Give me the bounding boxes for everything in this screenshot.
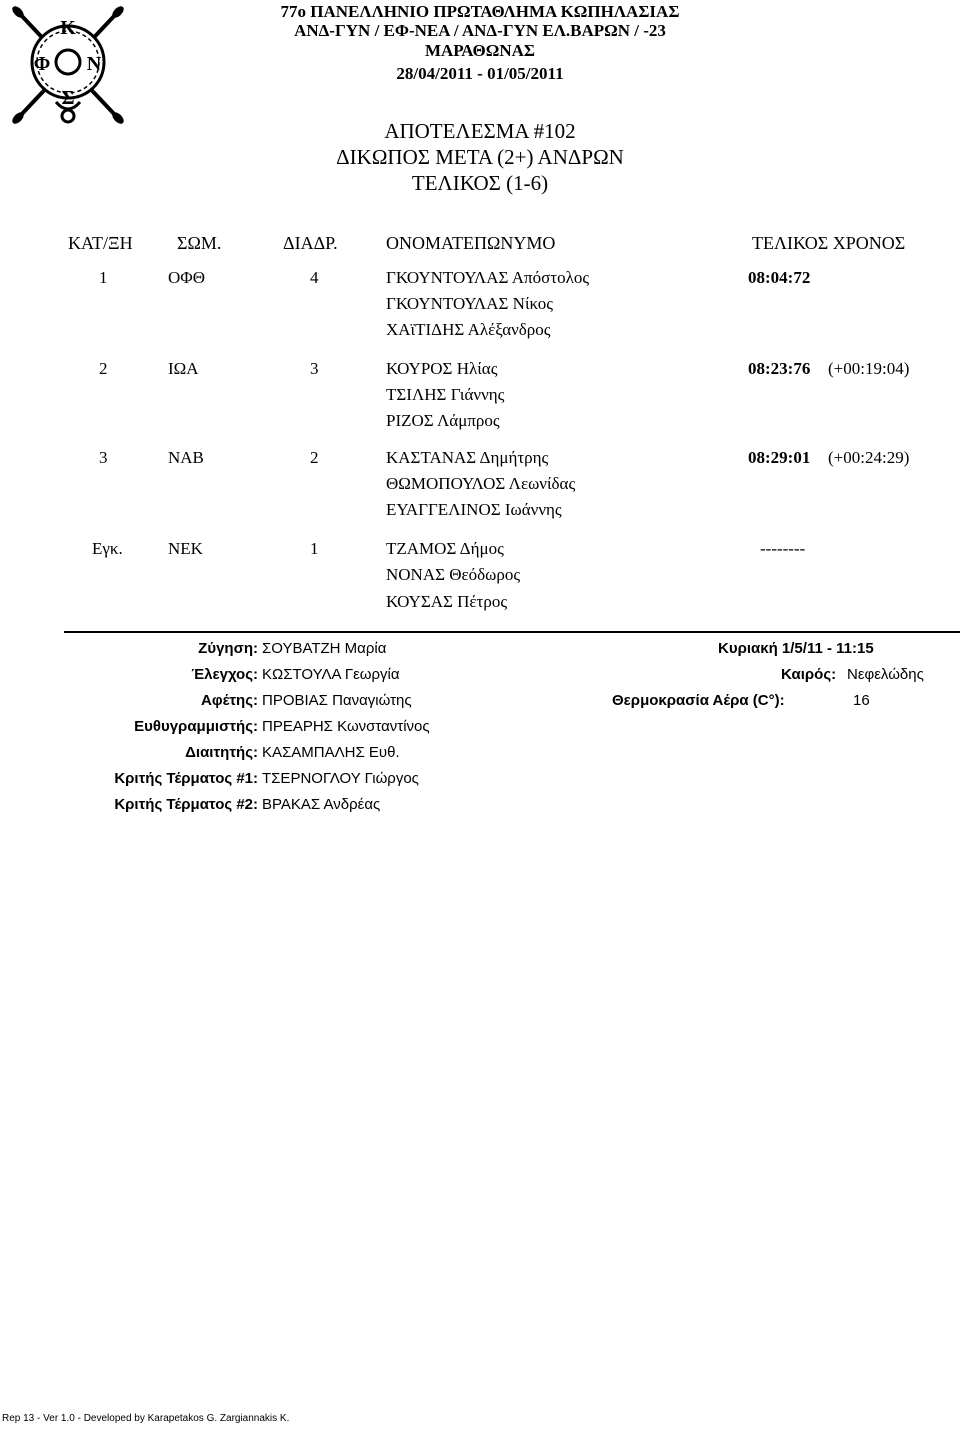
rank: 3: [99, 448, 108, 467]
athlete-name: ΡΙΖΟΣ Λάμπρος: [386, 411, 500, 430]
athlete-name: ΤΣΙΛΗΣ Γιάννης: [386, 385, 505, 404]
svg-text:Κ: Κ: [60, 17, 76, 39]
lane: 2: [310, 448, 319, 467]
col-club: ΣΩΜ.: [177, 233, 222, 253]
official-name: ΤΣΕΡΝΟΓΛΟΥ Γιώργος: [262, 770, 419, 787]
report-footer: Rep 13 - Ver 1.0 - Developed by Karapetakos G. Zargiannakis K.: [2, 1413, 290, 1424]
race-stage: ΤΕΛΙΚΟΣ (1-6): [411, 171, 549, 195]
official-label: Έλεγχος:: [191, 666, 258, 683]
temperature-value: 16: [853, 692, 870, 709]
official-name: ΠΡΟΒΙΑΣ Παναγιώτης: [262, 692, 412, 709]
official-label: Αφέτης:: [201, 692, 258, 709]
athlete-name: ΕΥΑΓΓΕΛΙΝΟΣ Ιωάννης: [386, 500, 562, 519]
time-difference: (+00:24:29): [828, 448, 910, 467]
event-dates: 28/04/2011 - 01/05/2011: [396, 64, 564, 83]
athlete-name: ΚΟΥΡΟΣ Ηλίας: [386, 359, 498, 378]
official-label: Κριτής Τέρματος #1:: [114, 770, 258, 787]
athlete-name: ΧΑϊΤΙΔΗΣ Αλέξανδρος: [386, 320, 551, 339]
time-difference: (+00:19:04): [828, 359, 910, 378]
athlete-name: ΚΟΥΣΑΣ Πέτρος: [386, 592, 508, 611]
svg-text:Φ: Φ: [33, 53, 51, 75]
result-number: ΑΠΟΤΕΛΕΣΜΑ #102: [384, 119, 576, 143]
final-time: --------: [760, 539, 806, 558]
official-label: Ευθυγραμμιστής:: [134, 718, 258, 735]
temperature-label: Θερμοκρασία Αέρα (C°):: [612, 692, 785, 709]
col-rank: ΚΑΤ/ΞΗ: [68, 233, 133, 253]
final-time: 08:29:01: [748, 448, 811, 467]
race-datetime: Κυριακή 1/5/11 - 11:15: [718, 640, 874, 657]
championship-title: 77ο ΠΑΝΕΛΛΗΝΙΟ ΠΡΩΤΑΘΛΗΜΑ ΚΩΠΗΛΑΣΙΑΣ: [280, 2, 680, 21]
official-name: ΚΑΣΑΜΠΑΛΗΣ Ευθ.: [262, 744, 400, 761]
rank: Εγκ.: [92, 539, 123, 558]
weather-label: Καιρός:: [781, 666, 837, 683]
race-class: ΔΙΚΩΠΟΣ ΜΕΤΑ (2+) ΑΝΔΡΩΝ: [336, 145, 624, 169]
lane: 3: [310, 359, 319, 378]
athlete-name: ΚΑΣΤΑΝΑΣ Δημήτρης: [386, 448, 549, 467]
club: ΟΦΘ: [168, 268, 205, 287]
athlete-name: ΘΩΜΟΠΟΥΛΟΣ Λεωνίδας: [386, 474, 576, 493]
rowing-federation-logo-icon: [6, 4, 130, 128]
lane: 4: [310, 268, 319, 287]
svg-text:Σ: Σ: [61, 87, 75, 109]
official-label: Κριτής Τέρματος #2:: [114, 796, 258, 813]
athlete-name: ΝΟΝΑΣ Θεόδωρος: [386, 565, 521, 584]
athlete-name: ΤΖΑΜΟΣ Δήμος: [386, 539, 504, 558]
col-names: ΟΝΟΜΑΤΕΠΩΝΥΜΟ: [386, 233, 556, 253]
venue: ΜΑΡΑΘΩΝΑΣ: [424, 41, 535, 60]
rank: 2: [99, 359, 108, 378]
lane: 1: [310, 539, 319, 558]
categories-line: ΑΝΔ-ΓΥΝ / ΕΦ-ΝΕΑ / ΑΝΔ-ΓΥΝ ΕΛ.ΒΑΡΩΝ / -23: [294, 21, 666, 40]
athlete-name: ΓΚΟΥΝΤΟΥΛΑΣ Νίκος: [386, 294, 553, 313]
col-lane: ΔΙΑΔΡ.: [283, 233, 338, 253]
weather-value: Νεφελώδης: [847, 666, 924, 683]
official-name: ΣΟΥΒΑΤΖΗ Μαρία: [262, 640, 387, 657]
rank: 1: [99, 268, 108, 287]
official-label: Διαιτητής:: [185, 744, 258, 761]
official-name: ΚΩΣΤΟΥΛΑ Γεωργία: [262, 666, 400, 683]
final-time: 08:04:72: [748, 268, 811, 287]
final-time: 08:23:76: [748, 359, 811, 378]
official-label: Ζύγηση:: [198, 640, 258, 657]
club: ΝΑΒ: [168, 448, 204, 467]
official-name: ΠΡΕΑΡΗΣ Κωνσταντίνος: [262, 718, 430, 735]
club: ΙΩΑ: [168, 359, 199, 378]
official-name: ΒΡΑΚΑΣ Ανδρέας: [262, 796, 381, 813]
col-time: ΤΕΛΙΚΟΣ ΧΡΟΝΟΣ: [752, 233, 906, 253]
divider: [64, 631, 960, 633]
athlete-name: ΓΚΟΥΝΤΟΥΛΑΣ Απόστολος: [386, 268, 590, 287]
club: ΝΕΚ: [168, 539, 203, 558]
svg-text:Ν: Ν: [86, 53, 102, 75]
